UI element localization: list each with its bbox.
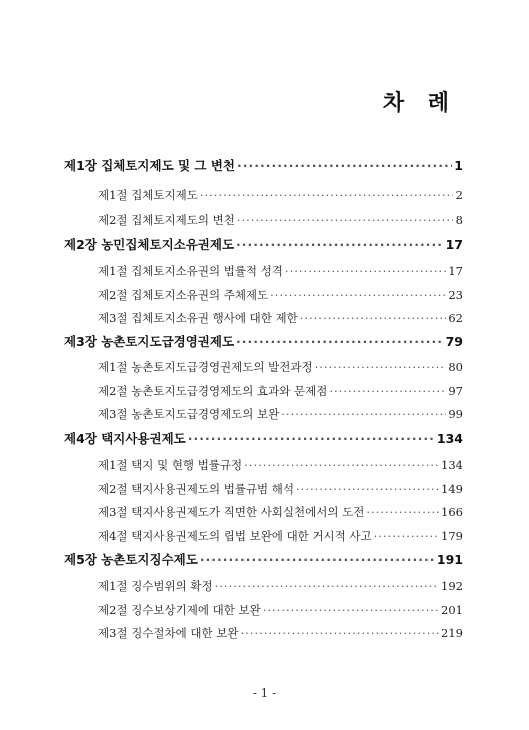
toc-entry-section[interactable] bbox=[98, 359, 463, 375]
toc-entry-label: 제4절 택지사용권제도의 립법 보완에 대한 거시적 사고 bbox=[98, 529, 372, 543]
toc-entry-page: 166 bbox=[441, 505, 463, 519]
dot-leader bbox=[270, 288, 446, 302]
toc-entry-section[interactable] bbox=[98, 578, 463, 594]
toc-entry-page: 191 bbox=[436, 552, 463, 567]
dot-leader bbox=[215, 579, 439, 593]
toc-entry-label: 제3절 징수절차에 대한 보완 bbox=[98, 626, 239, 640]
toc-entry-section[interactable] bbox=[98, 481, 463, 497]
toc-entry-page: 2 bbox=[455, 188, 463, 202]
toc-entry-page: 134 bbox=[441, 458, 463, 472]
toc-entry-label: 제5장 농촌토지징수제도 bbox=[64, 552, 198, 567]
toc-entry-page: 17 bbox=[448, 264, 463, 278]
toc-entry-page: 17 bbox=[445, 237, 463, 252]
toc-entry-label: 제1장 집체토지제도 및 그 변천 bbox=[64, 158, 236, 173]
dot-leader bbox=[188, 431, 435, 446]
toc-entry-label: 제4장 택지사용권제도 bbox=[64, 431, 186, 446]
toc-entry-section[interactable] bbox=[98, 625, 463, 641]
toc-entry-label: 제1절 농촌토지도급경영권제도의 발전과정 bbox=[98, 360, 313, 374]
toc-entry-chapter-2[interactable] bbox=[64, 235, 463, 253]
toc-entry-page: 79 bbox=[445, 334, 463, 349]
toc-entry-label: 제3장 농촌토지도급경영권제도 bbox=[64, 334, 235, 349]
dot-leader bbox=[281, 407, 446, 421]
toc-entry-label: 제1절 택지 및 현행 법률규정 bbox=[98, 458, 243, 472]
toc-entry-section[interactable] bbox=[98, 187, 463, 203]
toc-entry-page: 219 bbox=[441, 626, 463, 640]
toc-entry-page: 149 bbox=[441, 482, 463, 496]
page-number-footer: - 1 - bbox=[252, 686, 277, 700]
toc-entry-page: 99 bbox=[448, 407, 463, 421]
toc-entry-label: 제2절 집체토지소유권의 주체제도 bbox=[98, 288, 269, 302]
toc-entry-label: 제1절 징수범위의 확정 bbox=[98, 579, 213, 593]
toc-entry-label: 제3절 택지사용권제도가 직면한 사회실천에서의 도전 bbox=[98, 505, 365, 519]
dot-leader bbox=[296, 482, 439, 496]
dot-leader bbox=[240, 626, 439, 640]
toc-entry-label: 제3절 농촌토지도급경영제도의 보완 bbox=[98, 407, 280, 421]
toc-entry-page: 179 bbox=[441, 529, 463, 543]
toc-entry-page: 134 bbox=[436, 431, 463, 446]
toc-entry-section[interactable] bbox=[98, 602, 463, 618]
toc-entry-section[interactable] bbox=[98, 528, 463, 544]
dot-leader bbox=[236, 237, 444, 252]
toc-entry-label: 제2절 집체토지제도의 변천 bbox=[98, 213, 235, 227]
dot-leader bbox=[374, 529, 439, 543]
dot-leader bbox=[244, 458, 439, 472]
toc-entry-page: 8 bbox=[455, 213, 463, 227]
dot-leader bbox=[200, 188, 453, 202]
dot-leader bbox=[237, 213, 453, 227]
toc-entry-page: 97 bbox=[448, 384, 463, 398]
toc-entry-chapter-4[interactable] bbox=[64, 429, 463, 447]
toc-entry-section[interactable] bbox=[98, 383, 463, 399]
dot-leader bbox=[285, 264, 446, 278]
dot-leader bbox=[237, 158, 452, 173]
toc-entry-page: 80 bbox=[448, 360, 463, 374]
page-title: 차 례 bbox=[382, 90, 457, 116]
toc-entry-chapter-3[interactable] bbox=[64, 332, 463, 350]
toc-entry-page: 1 bbox=[454, 158, 463, 173]
toc-entry-page: 201 bbox=[441, 603, 463, 617]
toc-entry-page: 62 bbox=[448, 311, 463, 325]
toc-entry-section[interactable] bbox=[98, 212, 463, 228]
dot-leader bbox=[329, 384, 446, 398]
toc-entry-label: 제3절 집체토지소유권 행사에 대한 제한 bbox=[98, 311, 298, 325]
toc-entry-chapter-5[interactable] bbox=[64, 550, 463, 568]
dot-leader bbox=[236, 334, 444, 349]
toc-entry-section[interactable] bbox=[98, 504, 463, 520]
dot-leader bbox=[263, 603, 439, 617]
toc-entry-section[interactable] bbox=[98, 457, 463, 473]
toc-entry-label: 제1절 집체토지제도 bbox=[98, 188, 198, 202]
dot-leader bbox=[366, 505, 439, 519]
toc-entry-section[interactable] bbox=[98, 263, 463, 279]
toc-entry-section[interactable] bbox=[98, 310, 463, 326]
dot-leader bbox=[300, 311, 447, 325]
toc-entry-label: 제2절 징수보상기제에 대한 보완 bbox=[98, 603, 261, 617]
toc-entry-page: 192 bbox=[441, 579, 463, 593]
toc-entry-label: 제2장 농민집체토지소유권제도 bbox=[64, 237, 235, 252]
dot-leader bbox=[315, 360, 447, 374]
toc-entry-label: 제2절 농촌토지도급경영제도의 효과와 문제점 bbox=[98, 384, 328, 398]
toc-entry-section[interactable] bbox=[98, 406, 463, 422]
toc-entry-label: 제1절 집체토지소유권의 법률적 성격 bbox=[98, 264, 283, 278]
toc-entry-chapter-1[interactable] bbox=[64, 156, 463, 174]
toc-entry-page: 23 bbox=[448, 288, 463, 302]
dot-leader bbox=[200, 552, 435, 567]
toc-entry-label: 제2절 택지사용권제도의 법률규범 해석 bbox=[98, 482, 295, 496]
toc-entry-section[interactable] bbox=[98, 287, 463, 303]
